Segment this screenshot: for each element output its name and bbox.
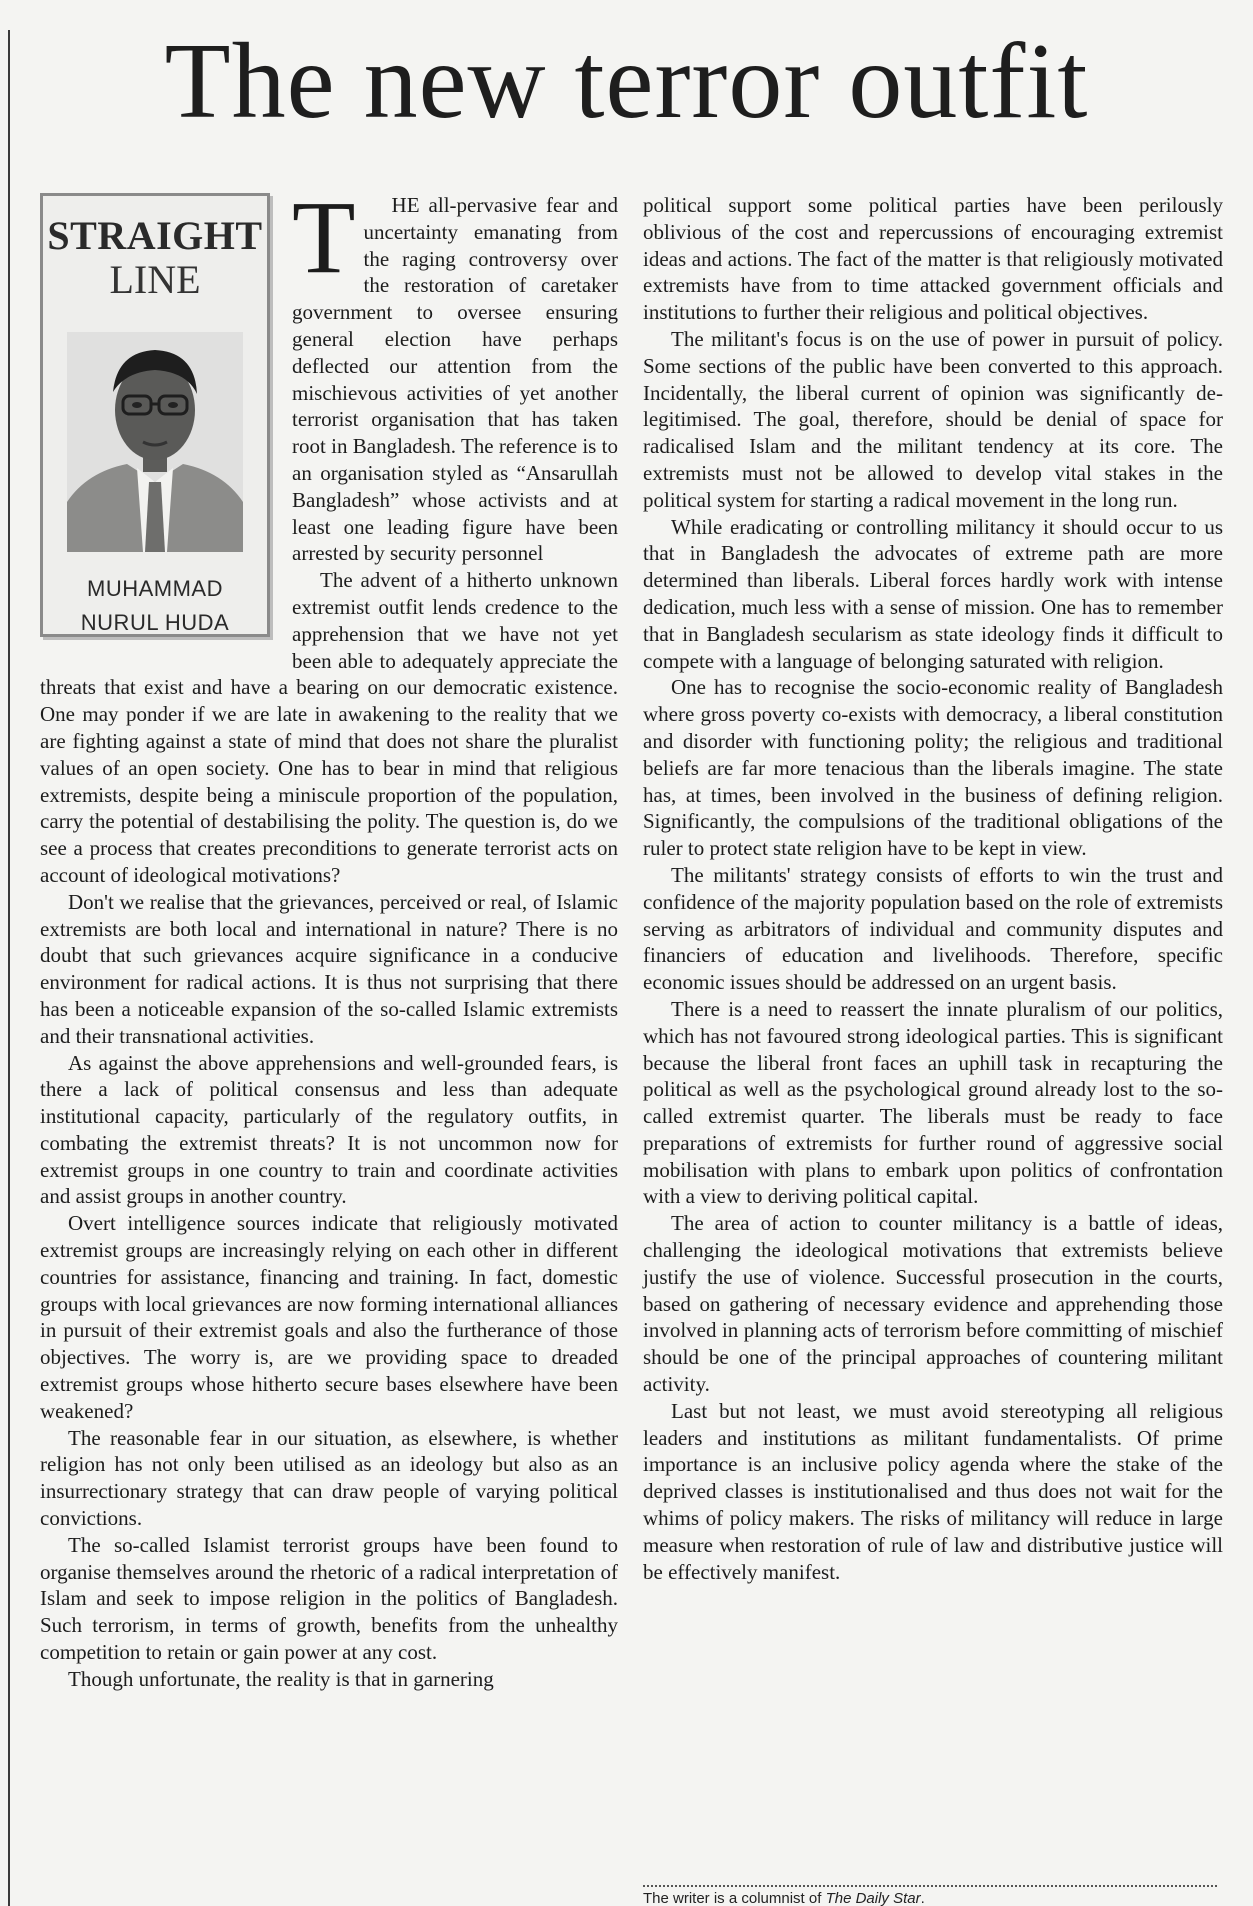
- paragraph: political support some political parties have been perilously oblivious of the cost and repercussions of encouraging extremist ideas and actions. The fact of the matter is that religiously motivated extremists have from to time attacked government officials and institutions to further their religious and political objectives.: [643, 193, 1223, 325]
- drop-cap: T: [292, 180, 356, 295]
- paragraph: The militant's focus is on the use of power in pursuit of policy. Some sections of the public have been converted to this approach. Incidentally, the liberal current of opinion was significantly de-legitimised. The goal, therefore, should be denial of space for radicalised Islam and the militant tendency at its core. The extremists must not be allowed to develop vital stakes in the political system for starting a radical movement in the long run.: [643, 326, 1223, 512]
- column-rule: [8, 30, 10, 1906]
- footnote-rule: [643, 1885, 1217, 1887]
- paragraph: The reasonable fear in our situation, as elsewhere, is whether religion has not only been utilised as an ideology but also as an insurrectionary strategy that can draw people of varying political convictions.: [40, 1425, 618, 1531]
- article-column-1: [40, 180, 618, 1894]
- byline-spacer: [40, 192, 292, 656]
- paragraph: The advent of a hitherto unknown extremist outfit lends credence to the apprehension that we have not yet been able to adequately appreciate the threats that exist and have a bearing on our democratic existence. One may ponder if we are late in awakening to the reality that we are fighting against a state of mind that does not share the pluralist values of an open society. One has to bear in mind that religious extremists, despite being a miniscule proportion of the population, carry the potential of destabilising the polity. The question is, do we see a process that creates preconditions to generate terrorist acts on account of ideological motivations?: [40, 568, 618, 887]
- article-column-2: [643, 192, 1223, 1832]
- paragraph: Last but not least, we must avoid stereotyping all religious leaders and institutions as militant fundamentalists. Of prime importance is an inclusive policy agenda where the stake of the deprived classes is institutionalised and thus does not wait for the whims of policy makers. The risks of militancy will reduce in large measure when restoration of rule of law and distributive justice will be effectively manifest.: [643, 1398, 1223, 1584]
- paragraph: Overt intelligence sources indicate that religiously motivated extremist groups are increasingly relying on each other in different countries for assistance, financing and training. In fact, domestic groups with local grievances are now forming international alliances in pursuit of their extremist goals and also the furtherance of those objectives. The worry is, are we providing space to dreaded extremist groups whose hitherto secure bases elsewhere have been weakened?: [40, 1211, 618, 1423]
- paragraph: The so-called Islamist terrorist groups have been found to organise themselves around the rhetoric of a radical interpretation of Islam and seek to impose religion in the politics of Bangladesh. Such terrorism, in terms of growth, benefits from the unhealthy competition to retain or gain power at any cost.: [40, 1532, 618, 1665]
- paragraph: One has to recognise the socio-economic reality of Bangladesh where gross poverty co-exists with democracy, a liberal constitution and disorder with functioning polity; the religious and traditional beliefs are far more tenacious than the liberals imagine. The state has, at times, been involved in the business of defining religion. Significantly, the compulsions of the traditional obligations of the ruler to protect state religion have to be kept in view.: [643, 675, 1223, 861]
- paragraph: The area of action to counter militancy is a battle of ideas, challenging the ideological motivations that extremists believe justify the use of violence. Successful prosecution in the courts, based on gathering of necessary evidence and apprehending those involved in planning acts of terrorism before committing of mischief should be one of the principal approaches of countering militant activity.: [643, 1211, 1223, 1397]
- footnote: The writer is a columnist of The Daily Star.: [643, 1890, 925, 1906]
- paragraph: Though unfortunate, the reality is that in garnering: [68, 1666, 494, 1691]
- paragraph: The militants' strategy consists of efforts to win the trust and confidence of the majority population based on the role of extremists serving as arbitrators of individual and community disputes and financiers of education and livelihoods. Therefore, specific economic issues should be addressed on an urgent basis.: [643, 862, 1223, 995]
- publication-name: The Daily Star: [825, 1890, 921, 1906]
- paragraph: Don't we realise that the grievances, perceived or real, of Islamic extremists are both local and international in nature? There is no doubt that such grievances acquire significance in a conducive environment for radical actions. It is thus not surprising that there has been a noticeable expansion of the so-called Islamic extremists and their transnational activities.: [40, 889, 618, 1048]
- column-label-subtitle: LINE: [109, 257, 201, 302]
- paragraph: T HE all-pervasive fear and uncertainty emanating from the raging controversy over the restoration of caretaker government to oversee ensuring general election have perhaps deflected our attention from the mischievous activities of yet another terrorist organisation that has taken root in Bangladesh. The reference is to an organisation styled as “Ansarullah Bangladesh” whose activists and at least one leading figure have been arrested by security personnel: [40, 192, 618, 567]
- author-name-line2: NURUL HUDA: [80, 610, 230, 635]
- headline: The new terror outfit: [164, 22, 1089, 141]
- paragraph: While eradicating or controlling militancy it should occur to us that in Bangladesh the advocates of extreme path are more determined than liberals. Liberal forces hardly work with intense dedication, much less with a sense of mission. One has to remember that in Bangladesh secularism as state ideology finds it difficult to compete with a language of belonging saturated with religion.: [643, 514, 1223, 673]
- column-label-title: STRAIGHT: [47, 213, 263, 258]
- author-name-line1: MUHAMMAD: [87, 576, 223, 601]
- paragraph: There is a need to reassert the innate pluralism of our politics, which has not favoured strong ideological parties. This is significant because the liberal front faces an uphill task in recapturing the political as well as the psychological ground already lost to the so-called extremist quarter. The liberals must be ready to face preparations of extremists for further round of aggressive social mobilisation with plans to embark upon politics of confrontation with a view to deriving political capital.: [643, 996, 1223, 1209]
- paragraph: As against the above apprehensions and well-grounded fears, is there a lack of political consensus and less than adequate institutional capacity, particularly of the regulatory outfits, in combating the extremist threats? It is not uncommon now for extremist groups in one country to train and coordinate activities and assist groups in another country.: [40, 1050, 618, 1209]
